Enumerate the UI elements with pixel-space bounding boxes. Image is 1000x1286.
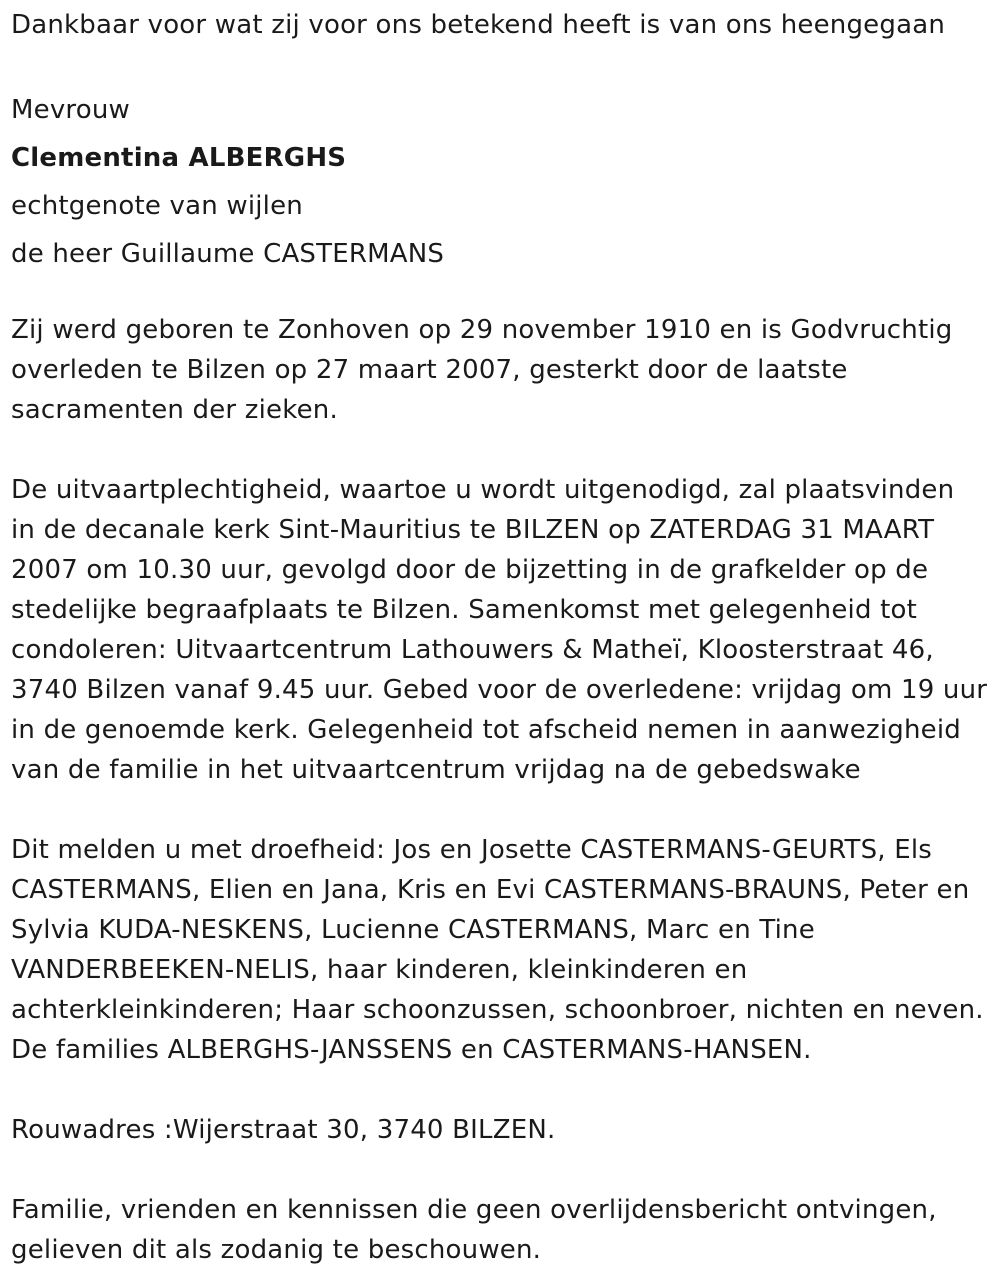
closing-paragraph [11,1190,937,1270]
family-paragraph [11,830,984,1070]
deceased-block [11,86,444,278]
paragraph-line: Familie, vrienden en kennissen die geen overlijdensbericht ontvingen, [11,1195,937,1225]
paragraph-line: achterkleinkinderen; Haar schoonzussen, schoonbroer, nichten en neven. [11,995,984,1025]
relation-line-2: de heer Guillaume CASTERMANS [11,239,445,269]
paragraph-line: Sylvia KUDA-NESKENS, Lucienne CASTERMANS, Marc en Tine [11,915,815,945]
paragraph-line: Dit melden u met droefheid: Jos en Josette CASTERMANS-GEURTS, Els [11,835,933,865]
paragraph-line: stedelijke begraafplaats te Bilzen. Samenkomst met gelegenheid tot [11,595,918,625]
paragraph-line: condoleren: Uitvaartcentrum Lathouwers & Matheï, Kloosterstraat 46, [11,635,934,665]
birth-paragraph [11,310,953,430]
paragraph-line: overleden te Bilzen op 27 maart 2007, gesterkt door de laatste [11,355,848,385]
paragraph-line: 3740 Bilzen vanaf 9.45 uur. Gebed voor de overledene: vrijdag om 19 uur [11,675,988,705]
intro-line: Dankbaar voor wat zij voor ons betekend heeft is van ons heengegaan [11,10,946,40]
paragraph-line: in de decanale kerk Sint-Mauritius te BILZEN op ZATERDAG 31 MAART [11,515,935,545]
paragraph-line: gelieven dit als zodanig te beschouwen. [11,1235,542,1265]
paragraph-line: sacramenten der zieken. [11,395,338,425]
paragraph-line: De uitvaartplechtigheid, waartoe u wordt uitgenodigd, zal plaatsvinden [11,475,955,505]
address-paragraph [11,1110,555,1150]
deceased-name: Clementina ALBERGHS [11,143,347,173]
paragraph-line: VANDERBEEKEN-NELIS, haar kinderen, kleinkinderen en [11,955,748,985]
paragraph-line: De families ALBERGHS-JANSSENS en CASTERMANS-HANSEN. [11,1035,812,1065]
funeral-paragraph [11,470,987,790]
paragraph-line: 2007 om 10.30 uur, gevolgd door de bijzetting in de grafkelder op de [11,555,929,585]
salutation: Mevrouw [11,95,130,125]
paragraph-line: van de familie in het uitvaartcentrum vrijdag na de gebedswake [11,755,861,785]
paragraph-line: in de genoemde kerk. Gelegenheid tot afscheid nemen in aanwezigheid [11,715,961,745]
paragraph-line: Zij werd geboren te Zonhoven op 29 november 1910 en is Godvruchtig [11,315,953,345]
mourning-address: Rouwadres :Wijerstraat 30, 3740 BILZEN. [11,1115,556,1145]
paragraph-line: CASTERMANS, Elien en Jana, Kris en Evi CASTERMANS-BRAUNS, Peter en [11,875,970,905]
relation-line-1: echtgenote van wijlen [11,191,303,221]
